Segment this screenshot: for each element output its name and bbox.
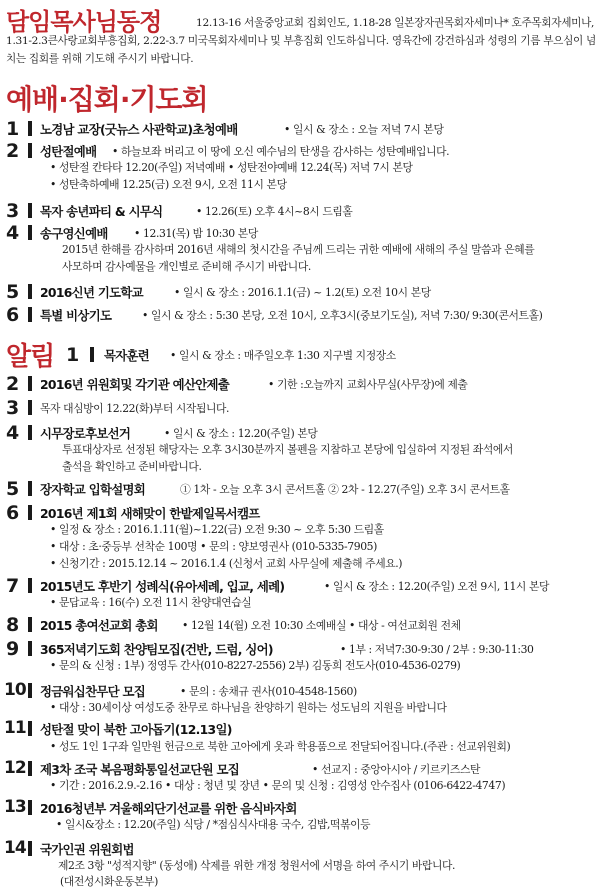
item-number: 3 [6,397,20,419]
item-inline: • 일시 & 장소 : 12.20(주일) 본당 [164,427,318,440]
item-number: 9 [6,638,20,660]
item-inline: 목자 대심방이 12.22(화)부터 시작됩니다. [40,402,230,415]
item-bar [28,505,32,520]
item-number: 2 [6,140,20,162]
item-heading: 제3차 조국 복음평화통일선교단원 모집 [40,762,240,777]
item-inline: • 하늘보좌 버리고 이 땅에 오신 예수님의 탄생을 감사하는 성탄예배입니다. [112,145,450,158]
item-bar [28,425,32,440]
item-bar [28,761,32,776]
item-heading: 국가인권 위원회법 [40,842,134,857]
item-bar [28,121,32,136]
pastor-news-text: 12.13-16 서울중앙교회 집회인도, 1.18-28 일본장자권목회자세미나* 호주목회자세미나, 1.31-2.3큰사랑교회부흥집회, 2.22-3.7 미국목회자세미나 및 부흥집회 인도하십니다. 영육간에 강건하심과 성령의 기름 부으심이 넘치는 집회를 위해 기도해 주시기 바랍니다. [6,17,596,65]
item-line: • 성도 1인 1구좌 일만원 헌금으로 북한 고아에게 옷과 학용품으로 전달되어집니다.(주관 : 선교위원회) [50,740,511,753]
item-inline: • 12.31(목) 밤 10:30 본당 [134,227,258,240]
item-bar [28,225,32,240]
item-line: • 대상 : 30세이상 여성도중 찬무로 하나님을 찬양하기 원하는 성도님의 지원을 바랍니다 [50,701,447,714]
item-bar [28,203,32,218]
item-line: • 기간 : 2016.2.9.-2.16 • 대상 : 청년 및 장년 • 문의 및 신청 : 김영성 안수집사 (0106-6422-4747) [50,779,506,792]
item-heading: 성탄절 맞이 북한 고아돕기(12.13일) [40,722,232,737]
item-bar [28,400,32,415]
item-inline: • 1부 : 저녁7:30-9:30 / 2부 : 9:30-11:30 [340,643,534,656]
item-bar [28,617,32,632]
item-line: 사모하며 감사예물을 개인별로 준비해 주시기 바랍니다. [62,260,311,273]
item-heading: 목자훈련 [104,348,150,363]
item-inline: • 기한 :오늘까지 교회사무실(사무장)에 제출 [268,378,468,391]
item-bar [28,683,32,698]
item-inline: • 일시 & 장소 : 오늘 저녁 7시 본당 [284,123,444,136]
item-inline: • 일시 & 장소 : 2016.1.1(금) ~ 1.2(토) 오전 10시 본당 [174,286,431,299]
item-bar [28,800,32,815]
item-bar [28,376,32,391]
item-heading: 노경남 교장(굿뉴스 사관학교)초청예배 [40,122,238,137]
item-heading: 2015 총여선교회 총회 [40,618,158,633]
notice-section-title: 알림 [6,342,55,372]
item-line: • 일정 & 장소 : 2016.1.11(월)~1.22(금) 오전 9:30 ~ 오후 5:30 드림홀 [50,523,384,536]
item-line: 투표대상자로 선정된 해당자는 오후 3시30분까지 볼펜을 지참하고 본당에 입실하여 지정된 좌석에서 [62,443,513,456]
item-heading: 송구영신예배 [40,226,108,241]
item-inline: • 선교지 : 중앙아시아 / 키르키즈스탄 [312,763,481,776]
item-bar [28,307,32,322]
item-line: • 성탄절 칸타타 12.20(주일) 저녁예배 • 성탄전야예배 12.24(목) 저녁 7시 본당 [50,161,413,174]
item-line: • 신청기간 : 2015.12.14 ~ 2016.1.4 (신청서 교회 사무실에 제출해 주세요.) [50,557,403,570]
item-heading: 장자학교 입학설명회 [40,482,146,497]
item-number: 7 [6,575,20,597]
item-bar [28,641,32,656]
item-bar [28,841,32,856]
item-heading: 성탄절예배 [40,144,97,159]
item-heading: 정금워십찬무단 모집 [40,684,146,699]
item-number: 12 [4,758,26,778]
item-number: 5 [6,281,20,303]
item-number: 13 [4,797,26,817]
item-inline: • 일시 & 장소 : 매주일오후 1:30 지구별 지정장소 [170,349,396,362]
item-bar [28,481,32,496]
item-heading: 2016년 제1회 새해맞이 한밭제일목서캠프 [40,506,260,521]
item-line: 제2조 3항 "성적지향" (동성애) 삭제를 위한 개정 청원서에 서명을 하여 주시기 바랍니다. [58,859,456,872]
item-inline: • 12.26(토) 오후 4시~8시 드림홀 [196,205,353,218]
worship-section-title: 예배·집회·기도회 [6,83,208,116]
item-heading: 시무장로후보선거 [40,426,131,441]
item-bar [28,284,32,299]
item-number: 5 [6,478,20,500]
item-heading: 365저녁기도회 찬양팀모집(건반, 드럼, 싱어) [40,642,273,657]
item-inline: ① 1차 - 오늘 오후 3시 콘서트홀 ② 2차 - 12.27(주일) 오후 3시 콘서트홀 [180,483,510,496]
item-inline: • 12월 14(월) 오전 10:30 소예배실 • 대상 - 여선교회원 전체 [182,619,461,632]
item-number: 10 [4,680,26,700]
item-number: 1 [66,344,80,366]
item-heading: 2015년도 후반기 성례식(유아세례, 입교, 세례) [40,579,285,594]
item-line: • 성탄축하예배 12.25(금) 오전 9시, 오전 11시 본당 [50,178,287,191]
item-line: 2015년 한해를 감사하며 2016년 새해의 첫시간을 주님께 드리는 귀한 예배에 새해의 주실 말씀과 은혜를 [62,243,535,256]
item-bar [28,721,32,736]
item-line: • 문의 & 신청 : 1부) 정영두 간사(010-8227-2556) 2부) 김동희 전도사(010-4536-0279) [50,659,461,672]
item-number: 2 [6,373,20,395]
item-number: 6 [6,304,20,326]
item-number: 14 [4,838,26,858]
item-bar [90,347,94,362]
item-inline: • 일시 & 장소 : 5:30 본당, 오전 10시, 오후3시(중보기도실), 저녁 7:30/ 9:30(콘서트홀) [142,309,543,322]
item-heading: 2016신년 기도학교 [40,285,143,300]
item-inline: • 일시 & 장소 : 12.20(주일) 오전 9시, 11시 본당 [324,580,550,593]
item-inline: • 문의 : 송채규 권사(010-4548-1560) [180,685,357,698]
item-bar [28,578,32,593]
item-number: 1 [6,118,20,140]
item-line: • 문답교육 : 16(수) 오전 11시 찬양대연습실 [50,596,252,609]
item-heading: 특별 비상기도 [40,308,112,323]
item-line: • 대상 : 초·중등부 선착순 100명 • 문의 : 양보영권사 (010-5335-7905) [50,540,377,553]
item-number: 8 [6,614,20,636]
item-number: 3 [6,200,20,222]
item-heading: 2016년 위원회및 각기관 예산안제출 [40,377,230,392]
item-line: • 일시&장소 : 12.20(주일) 식당 / *점심식사대용 국수, 김밥,떡볶이등 [56,818,371,831]
pastor-news-title: 담임목사님동정 [6,8,162,36]
item-line: (대전성시화운동본부) [60,875,158,888]
item-number: 6 [6,502,20,524]
item-bar [28,143,32,158]
item-number: 4 [6,422,20,444]
item-number: 11 [4,718,26,738]
item-number: 4 [6,222,20,244]
item-line: 출석을 확인하고 준비바랍니다. [62,460,202,473]
item-heading: 2016청년부 겨울해외단기선교를 위한 음식바자회 [40,801,297,816]
item-heading: 목자 송년파티 & 시무식 [40,204,163,219]
